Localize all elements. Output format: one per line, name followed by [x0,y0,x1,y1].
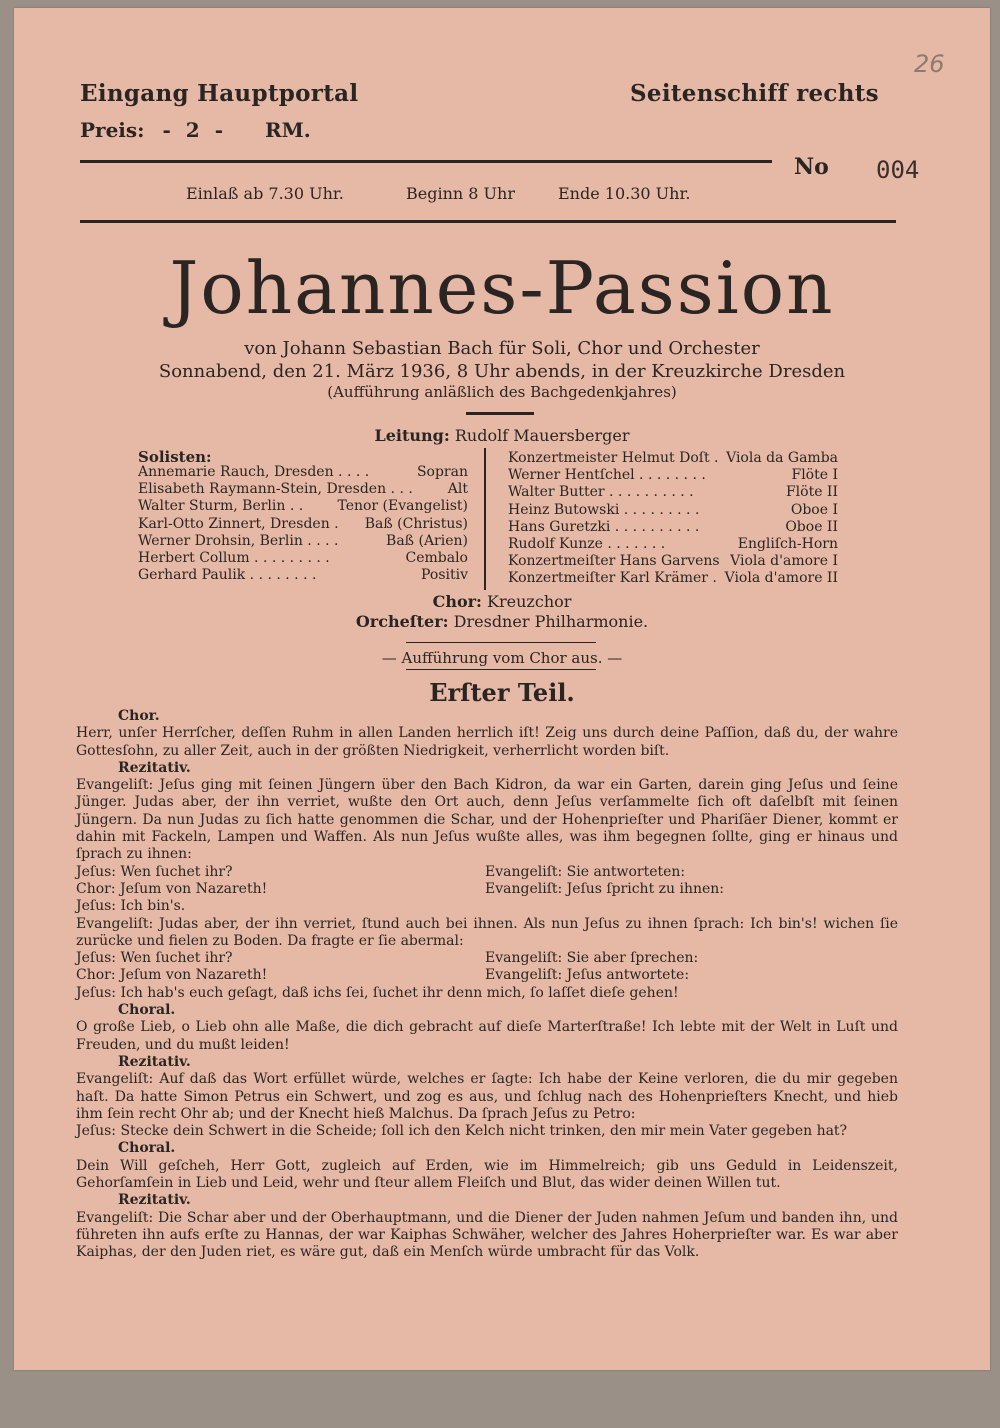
section-heading: Rezitativ. [118,1053,191,1070]
orchestra-name: Dresdner Philharmonie. [453,612,649,631]
page-number: 26 [914,50,945,78]
seat-section-label: Seitenschiff rechts [630,80,879,107]
end-time: Ende 10.30 Uhr. [558,184,691,203]
libretto-text [76,708,898,1262]
performance-note: — Aufführung vom Chor aus. — [381,649,623,667]
instrumentalist-row: Heinz Butowski . . . . . . . . . Oboe I [508,501,838,518]
section-heading: Chor. [118,708,160,724]
conductor-line [14,426,990,445]
instrumentalist-row: Walter Butter . . . . . . . . . . Flöte II [508,484,838,501]
start-time: Beginn 8 Uhr [406,184,515,203]
subtitle-composer: von Johann Sebastian Bach für Soli, Chor und Orchester [244,338,760,359]
currency: RM. [265,118,311,142]
header-rule [80,160,772,163]
price-label: Preis: [80,118,145,142]
ticket-sheet [14,8,990,1370]
paragraph: Evangeliſt: Die Schar aber und der Oberhauptmann, und die Diener der Juden nahmen Jeſum und banden ihn, und führeten ihn aufs erſte zu Hannas, der war Kaiphas Schwäher, welcher des Jahres Hoherprieſter war. Es war aber Kaiphas, der den Juden riet, es wäre gut, daß ein Menſch würde umbracht für das Volk. [76,1209,898,1261]
subtitle-date: Sonnabend, den 21. März 1936, 8 Uhr abends, in der Kreuzkirche Dresden [158,361,846,382]
conductor-name: Rudolf Mauersberger [454,426,630,445]
instrumentalist-row: Rudolf Kunze . . . . . . . Engliſch-Horn [508,536,838,553]
instrumentalist-row: Konzertmeiſter Karl Krämer . Viola d'amore II [508,570,838,587]
dialogue-row: Jeſus: Wen ſuchet ihr? Evangeliſt: Sie aber ſprechen: [76,950,699,967]
ticket-number: 004 [876,156,920,184]
instrumentalist-row: Konzertmeister Helmut Doſt . Viola da Gamba [508,450,838,466]
price-value: - 2 - [162,118,227,142]
dialogue-row: Chor: Jeſum von Nazareth! Evangeliſt: Jeſus antwortete: [76,967,690,984]
section-heading: Choral. [118,1140,176,1157]
conductor-label: Leitung: [374,426,450,445]
paragraph: Herr, unſer Herrſcher, deſſen Ruhm in allen Landen herrlich iſt! Zeig uns durch deine Paſſion, daß du, der wahre Gottesſohn, zu aller Zeit, auch in der größten Niedrigkeit, verherrlicht worden biſt. [76,725,898,759]
divider [466,412,534,415]
soloist-row: Elisabeth Raymann-Stein, Dresden . . . Alt [138,481,468,498]
orchestra-label: Orcheſter: [355,612,449,631]
paragraph: O große Lieb, o Lieb ohn alle Maße, die dich gebracht auf dieſe Marterſtraße! Ich lebte mit der Welt in Luſt und Freuden, und du mußt leiden! [76,1019,898,1053]
divider [406,642,596,643]
admission-time: Einlaß ab 7.30 Uhr. [186,184,344,203]
choir-name: Kreuzchor [487,592,572,611]
dialogue-line: Jeſus: Ich bin's. [76,898,186,915]
soloist-row: Werner Drohsin, Berlin . . . . Baß (Arien) [138,532,468,549]
dialogue-line: Jeſus: Ich hab's euch geſagt, daß ichs ſei, ſuchet ihr denn mich, ſo laſſet dieſe gehen! [76,984,679,1001]
instrumentalist-row: Konzertmeiſter Hans Garvens Viola d'amore I [508,553,838,570]
paragraph: Jeſus: Stecke dein Schwert in die Scheide; ſoll ich den Kelch nicht trinken, den mir mein Vater gegeben hat? [76,1123,848,1140]
soloist-row: Gerhard Paulik . . . . . . . . Positiv [138,567,468,584]
dialogue-row: Jeſus: Wen ſuchet ihr? Evangeliſt: Sie antworteten: [76,863,686,880]
dialogue-row: Chor: Jeſum von Nazareth! Evangeliſt: Jeſus ſpricht zu ihnen: [76,880,725,897]
column-divider [484,448,486,590]
ticket-number-label: No [794,154,829,180]
section-heading: Rezitativ. [118,1192,191,1209]
divider [406,669,596,670]
soloists-heading: Solisten: [138,448,212,466]
price-line [80,118,311,142]
section-heading: Choral. [118,1002,176,1019]
instrumentalists-list [508,450,838,588]
section-title: Erſter Teil. [429,678,575,707]
instrumentalist-row: Werner Hentſchel . . . . . . . . Flöte I [508,467,838,484]
section-heading: Rezitativ. [118,759,191,776]
orchestra-line [14,612,990,631]
paragraph: Dein Will geſcheh, Herr Gott, zugleich auf Erden, wie im Himmelreich; gib uns Geduld in Leidenszeit, Gehorſamſein in Lieb und Leid, wehr und ſteur allem Fleiſch und Blut, das wider deinen Willen tut. [76,1157,898,1192]
entrance-label: Eingang Hauptportal [80,80,359,107]
times-rule [80,220,896,223]
choir-line [14,592,990,611]
paragraph: Evangeliſt: Auf daß das Wort erfüllet würde, welches er ſagte: Ich habe der Keine verloren, die du mir gegeben haſt. Da hatte Simon Petrus ein Schwert, und zog es aus, und ſchlug nach des Hohenprieſters Knecht, und hieb ihm ſein recht Ohr ab; und der Knecht hieß Malchus. Da ſprach Jeſus zu Petro: [76,1071,898,1122]
instrumentalist-row: Hans Guretzki . . . . . . . . . . Oboe II [508,518,838,535]
soloist-row: Walter Sturm, Berlin . . Tenor (Evangelist) [138,498,468,515]
paragraph: Evangeliſt: Judas aber, der ihn verriet, ſtund auch bei ihnen. Als nun Jeſus zu ihnen ſprach: Ich bin's! wichen ſie zurücke und fielen zu Boden. Da fragte er ſie abermal: [76,915,898,949]
soloists-list [138,464,468,584]
soloist-row: Karl-Otto Zinnert, Dresden . Baß (Christus) [138,515,468,532]
paragraph: Evangeliſt: Jeſus ging mit ſeinen Jüngern über den Bach Kidron, da war ein Garten, darein ging Jeſus und ſeine Jünger. Judas aber, der ihn verriet, wußte den Ort auch, denn Jeſus verſammelte ſich oft daſelbſt mit ſeinen Jüngern. Da nun Judas zu ſich hatte genommen die Schar, und der Hohenprieſter und Phariſäer Diener, kommt er dahin mit Fackeln, Lampen und Waffen. Als nun Jeſus wußte alles, was ihm begegnen ſollte, ging er hinaus und ſprach zu ihnen: [76,777,898,863]
choir-label: Chor: [432,592,482,611]
soloist-row: Herbert Collum . . . . . . . . . Cembalo [138,550,468,567]
soloist-row: Annemarie Rauch, Dresden . . . . Sopran [138,464,468,480]
concert-title: Johannes-Passion [169,246,835,330]
subtitle-occasion: (Aufführung anläßlich des Bachgedenkjahres) [327,383,677,401]
